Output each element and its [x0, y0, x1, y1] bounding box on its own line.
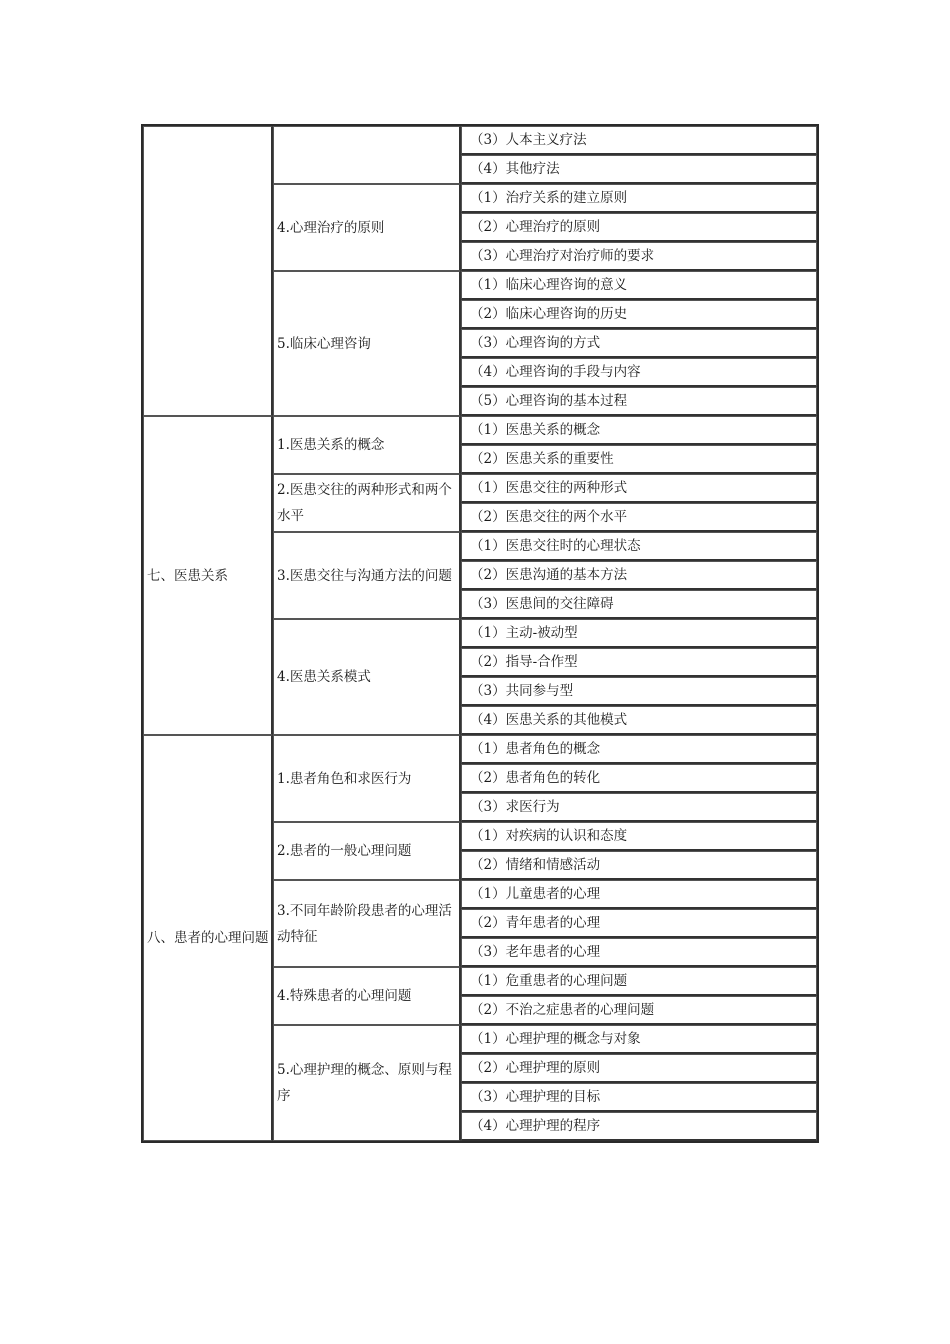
item-cell: （5）心理咨询的基本过程: [461, 387, 817, 416]
topic-cell: 2.医患交往的两种形式和两个水平: [273, 474, 461, 532]
item-cell: （2）情绪和情感活动: [461, 851, 817, 880]
item-cell: （4）医患关系的其他模式: [461, 706, 817, 735]
item-cell: （1）医患交往的两种形式: [461, 474, 817, 503]
table-row: [143, 126, 817, 155]
topic-cell: 4.特殊患者的心理问题: [273, 967, 461, 1025]
item-cell: （2）医患关系的重要性: [461, 445, 817, 474]
topic-cell: 4.心理治疗的原则: [273, 184, 461, 271]
item-cell: （3）心理护理的目标: [461, 1083, 817, 1112]
syllabus-table-body: [143, 126, 817, 1141]
item-cell: （3）老年患者的心理: [461, 938, 817, 967]
topic-cell: 2.患者的一般心理问题: [273, 822, 461, 880]
item-cell: （2）医患沟通的基本方法: [461, 561, 817, 590]
item-cell: （2）指导-合作型: [461, 648, 817, 677]
topic-cell: 4.医患关系模式: [273, 619, 461, 735]
item-cell: （1）对疾病的认识和态度: [461, 822, 817, 851]
topic-cell: 1.医患关系的概念: [273, 416, 461, 474]
item-cell: （2）临床心理咨询的历史: [461, 300, 817, 329]
item-cell: （1）心理护理的概念与对象: [461, 1025, 817, 1054]
item-cell: （4）心理护理的程序: [461, 1112, 817, 1141]
item-cell: （4）其他疗法: [461, 155, 817, 184]
item-cell: （1）临床心理咨询的意义: [461, 271, 817, 300]
topic-cell: 3.医患交往与沟通方法的问题: [273, 532, 461, 619]
section-title-cell: [143, 126, 273, 416]
section-title-cell: 八、患者的心理问题: [143, 735, 273, 1141]
item-cell: （3）医患间的交往障碍: [461, 590, 817, 619]
item-cell: （1）患者角色的概念: [461, 735, 817, 764]
table-row: [143, 416, 817, 445]
item-cell: （1）危重患者的心理问题: [461, 967, 817, 996]
item-cell: （3）心理咨询的方式: [461, 329, 817, 358]
item-cell: （3）心理治疗对治疗师的要求: [461, 242, 817, 271]
item-cell: （2）不治之症患者的心理问题: [461, 996, 817, 1025]
topic-cell: [273, 126, 461, 184]
item-cell: （1）儿童患者的心理: [461, 880, 817, 909]
item-cell: （4）心理咨询的手段与内容: [461, 358, 817, 387]
topic-cell: 5.临床心理咨询: [273, 271, 461, 416]
item-cell: （2）心理护理的原则: [461, 1054, 817, 1083]
topic-cell: 5.心理护理的概念、原则与程序: [273, 1025, 461, 1141]
item-cell: （1）医患交往时的心理状态: [461, 532, 817, 561]
item-cell: （1）医患关系的概念: [461, 416, 817, 445]
item-cell: （2）青年患者的心理: [461, 909, 817, 938]
topic-cell: 3.不同年龄阶段患者的心理活动特征: [273, 880, 461, 967]
item-cell: （3）共同参与型: [461, 677, 817, 706]
section-title-cell: 七、医患关系: [143, 416, 273, 735]
syllabus-table: [141, 124, 819, 1143]
topic-cell: 1.患者角色和求医行为: [273, 735, 461, 822]
item-cell: （3）求医行为: [461, 793, 817, 822]
item-cell: （2）患者角色的转化: [461, 764, 817, 793]
table-row: [143, 735, 817, 764]
item-cell: （2）心理治疗的原则: [461, 213, 817, 242]
item-cell: （1）主动-被动型: [461, 619, 817, 648]
item-cell: （1）治疗关系的建立原则: [461, 184, 817, 213]
item-cell: （2）医患交往的两个水平: [461, 503, 817, 532]
item-cell: （3）人本主义疗法: [461, 126, 817, 155]
